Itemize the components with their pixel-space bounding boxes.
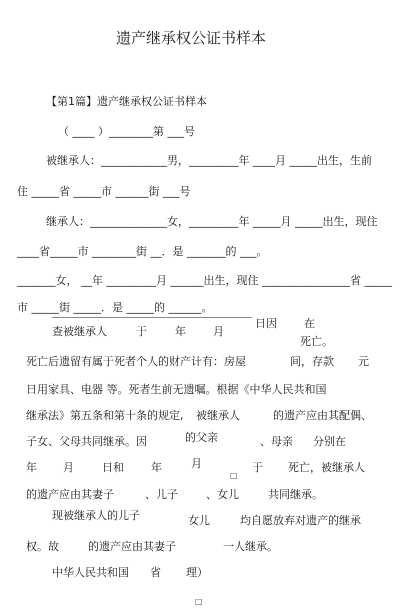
text-fragment: 现被继承人的儿子 bbox=[52, 509, 140, 522]
text-fragment: 死亡。 bbox=[300, 335, 333, 348]
line-case-number: （ ____ ）________第 ___号 bbox=[58, 125, 195, 138]
text-fragment: 分别在 bbox=[313, 435, 346, 448]
page-marker: □ bbox=[195, 597, 203, 606]
text-fragment: 被继承人 bbox=[196, 409, 240, 422]
text-fragment: 中华人民共和国 bbox=[52, 566, 129, 579]
text-fragment: 子女、父母共同继承。因 bbox=[26, 435, 147, 448]
text-fragment: 女儿 bbox=[188, 514, 210, 527]
text-fragment: 继承法》第五条和第十条的规定, bbox=[26, 409, 184, 422]
text-fragment: 元 bbox=[358, 355, 369, 368]
text-fragment: 的遗产应由其妻子 bbox=[88, 540, 176, 553]
line-heir2-address: 市 _____街 _____．是 _____的 ______。 bbox=[17, 301, 213, 314]
text-fragment: 死亡后遗留有属于死者个人的财产计有：房屋 bbox=[26, 355, 246, 368]
text-fragment: 日因 bbox=[255, 317, 277, 330]
section-header: 【第1篇】遗产继承权公证书样本 bbox=[46, 95, 207, 108]
text-fragment: 一人继承。 bbox=[223, 540, 278, 553]
line-decedent-address: 住 _____省 _____市 ______街 ___号 bbox=[17, 185, 191, 198]
text-fragment: 年 bbox=[175, 325, 186, 338]
text-fragment: 、儿子 bbox=[145, 488, 178, 501]
text-fragment: 月 bbox=[213, 325, 224, 338]
text-fragment: 、女儿 bbox=[206, 488, 239, 501]
text-fragment: 死亡，被继承人 bbox=[288, 461, 365, 474]
line-heir: 继承人：______________女，_________年 _____月 _____出生，现住 bbox=[46, 215, 378, 228]
text-fragment: 在 bbox=[304, 317, 315, 330]
line-heir2: _______女， __年 _________月 ______出生，现住 ________________省 _____ bbox=[17, 274, 392, 287]
text-fragment: 理） bbox=[186, 566, 208, 579]
text-fragment: 于 bbox=[136, 325, 147, 338]
text-fragment: 日和 bbox=[102, 461, 124, 474]
text-fragment: 、母亲 bbox=[260, 435, 293, 448]
text-fragment: 的遗产应由其配偶、 bbox=[273, 409, 372, 422]
text-fragment: 间，存款 bbox=[290, 355, 334, 368]
line-heir-address: ____省_____市 ________街 __．是 _______的 ___。 bbox=[17, 245, 268, 258]
text-fragment: 于 bbox=[252, 461, 263, 474]
text-fragment: 共同继承。 bbox=[268, 488, 323, 501]
text-fragment: 日用家具、电器 等。死者生前无遗嘱。根据《中华人民共和国 bbox=[26, 383, 327, 396]
text-fragment: 省 bbox=[150, 566, 161, 579]
text-fragment: 的父亲 bbox=[185, 431, 218, 444]
line-decedent: 被继承人：____________男，_________年 ____月 _____出生，生前 bbox=[46, 154, 372, 167]
text-fragment: 查被继承人 bbox=[52, 325, 107, 338]
text-fragment: 均自愿放弃对遗产的继承 bbox=[240, 514, 361, 527]
text-fragment: 的遗产应由其妻子 bbox=[26, 488, 114, 501]
divider-line bbox=[52, 317, 252, 318]
page-title: 遗产继承权公证书样本 bbox=[116, 29, 267, 47]
text-fragment: 月 bbox=[63, 461, 74, 474]
text-fragment: □ bbox=[230, 471, 238, 480]
text-fragment: 年 bbox=[151, 461, 162, 474]
text-fragment: 年 bbox=[26, 461, 37, 474]
text-fragment: 权。故 bbox=[26, 540, 59, 553]
text-fragment: 月 bbox=[191, 457, 202, 470]
